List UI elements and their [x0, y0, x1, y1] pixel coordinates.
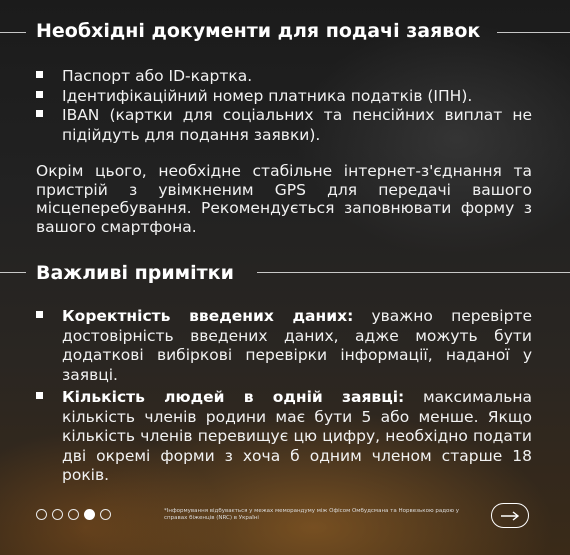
pagination-dot[interactable]	[84, 509, 95, 520]
list-item	[36, 86, 532, 106]
section-title-notes: Важливі примітки	[36, 262, 234, 284]
requirements-paragraph: Окрім цього, необхідне стабільне інтернет-з'єднання та пристрій з увімкненим GPS для передачі вашого місцеперебування. Рекомендується заповнювати форму з вашого смартфона.	[36, 162, 532, 236]
next-button[interactable]	[491, 503, 529, 528]
list-item	[36, 66, 532, 86]
top-divider	[0, 32, 26, 33]
documents-list	[36, 66, 532, 144]
pagination-dot[interactable]	[68, 509, 79, 520]
note-lead: Коректність введених даних:	[62, 307, 354, 325]
pagination-dot[interactable]	[52, 509, 63, 520]
note-lead: Кількість людей в одній заявці:	[62, 388, 405, 406]
list-item	[36, 387, 532, 485]
section-title-documents: Необхідні документи для подачі заявок	[36, 20, 481, 42]
note-text: максимальна кількість членів родини має бути 5 або менше. Якщо кількість членів перевищує цю цифру, необхідно подати дві окремі форми з хоча б одним членом старше 18 років.	[62, 388, 532, 484]
list-item-text: Ідентифікаційний номер платника податків (ІПН).	[62, 86, 473, 105]
pagination-dot[interactable]	[100, 509, 111, 520]
notes-list	[36, 306, 532, 485]
footnote: *Інформування відбувається у межах меморандуму між Офісом Омбудсмана та Норвезькою радою у справах біженців (NRC) в Україні	[164, 508, 459, 521]
bullet-icon	[36, 71, 43, 78]
mid-right-divider	[257, 272, 570, 273]
list-item	[36, 306, 532, 384]
mid-divider	[0, 272, 26, 273]
list-item	[36, 105, 532, 144]
arrow-right-icon	[500, 511, 520, 521]
list-item-text: Паспорт або ID-картка.	[62, 67, 253, 85]
bullet-icon	[36, 110, 43, 117]
list-item-text: IBAN (картки для соціальних та пенсійних виплат не підійдуть для подання заявки).	[62, 106, 532, 144]
bullet-icon	[36, 311, 43, 318]
pagination-dots	[36, 509, 111, 520]
bullet-icon	[36, 392, 43, 399]
pagination-dot[interactable]	[36, 509, 47, 520]
bullet-icon	[36, 91, 43, 98]
note-text: уважно перевірте достовірність введених даних, адже можуть бути додаткові вибіркові перевірки інформації, наданої у заявці.	[62, 307, 532, 384]
top-right-divider	[497, 32, 570, 33]
